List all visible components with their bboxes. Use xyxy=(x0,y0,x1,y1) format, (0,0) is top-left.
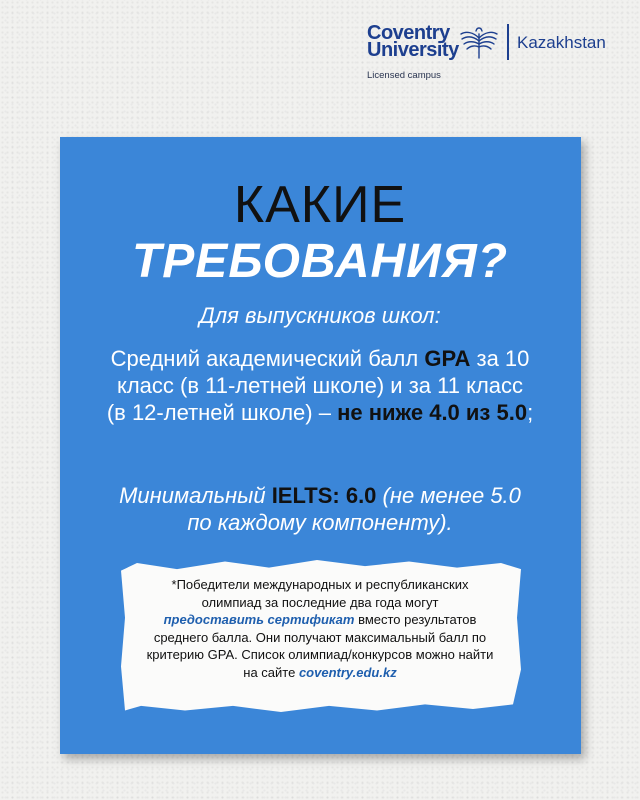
gpa-text-2: за 10 класс (в 11-летней школе) и за 11 класс (в 12-летней школе) – xyxy=(106,346,530,425)
audience-subtitle: Для выпускников школ: xyxy=(199,303,441,328)
ielts-score: IELTS: 6.0 xyxy=(271,483,377,508)
brand-region: Kazakhstan xyxy=(517,33,606,52)
gpa-text-1: Средний академический балл xyxy=(110,346,425,371)
ielts-requirement xyxy=(105,482,535,536)
brand-name-line2: University xyxy=(367,39,459,61)
ielts-text-1: Минимальный xyxy=(119,483,272,508)
gpa-min-bold-2: ниже 4.0 из 5.0 xyxy=(368,400,528,425)
headline-line1: КАКИЕ xyxy=(233,176,407,234)
phoenix-crest-icon xyxy=(459,22,499,62)
footnote-text-2: вместо результатов среднего балла. Они получают максимальный балл по критерию GPA. Список олимпиад/конкурсов можно найти на сайте xyxy=(146,612,494,680)
gpa-text-end: ; xyxy=(527,400,534,425)
logo-divider xyxy=(507,24,509,60)
website-link[interactable]: coventry.edu.kz xyxy=(298,664,397,680)
gpa-requirement xyxy=(105,345,535,426)
headline-line2: ТРЕБОВАНИЯ? xyxy=(131,235,509,288)
gpa-label: GPA xyxy=(424,346,471,371)
coventry-university-logo xyxy=(367,20,617,85)
brand-tagline: Licensed campus xyxy=(367,70,441,81)
brand-name-line1: Coventry xyxy=(367,22,450,44)
footnote-text-1: *Победители международных и республиканских олимпиад за последние два года могут xyxy=(171,577,469,610)
gpa-min-bold-1: не xyxy=(337,400,363,425)
certificate-link[interactable]: предоставить сертификат xyxy=(163,612,355,627)
ielts-text-2: (не менее 5.0 по каждому компоненту). xyxy=(187,483,521,535)
olympiad-footnote xyxy=(140,576,500,681)
